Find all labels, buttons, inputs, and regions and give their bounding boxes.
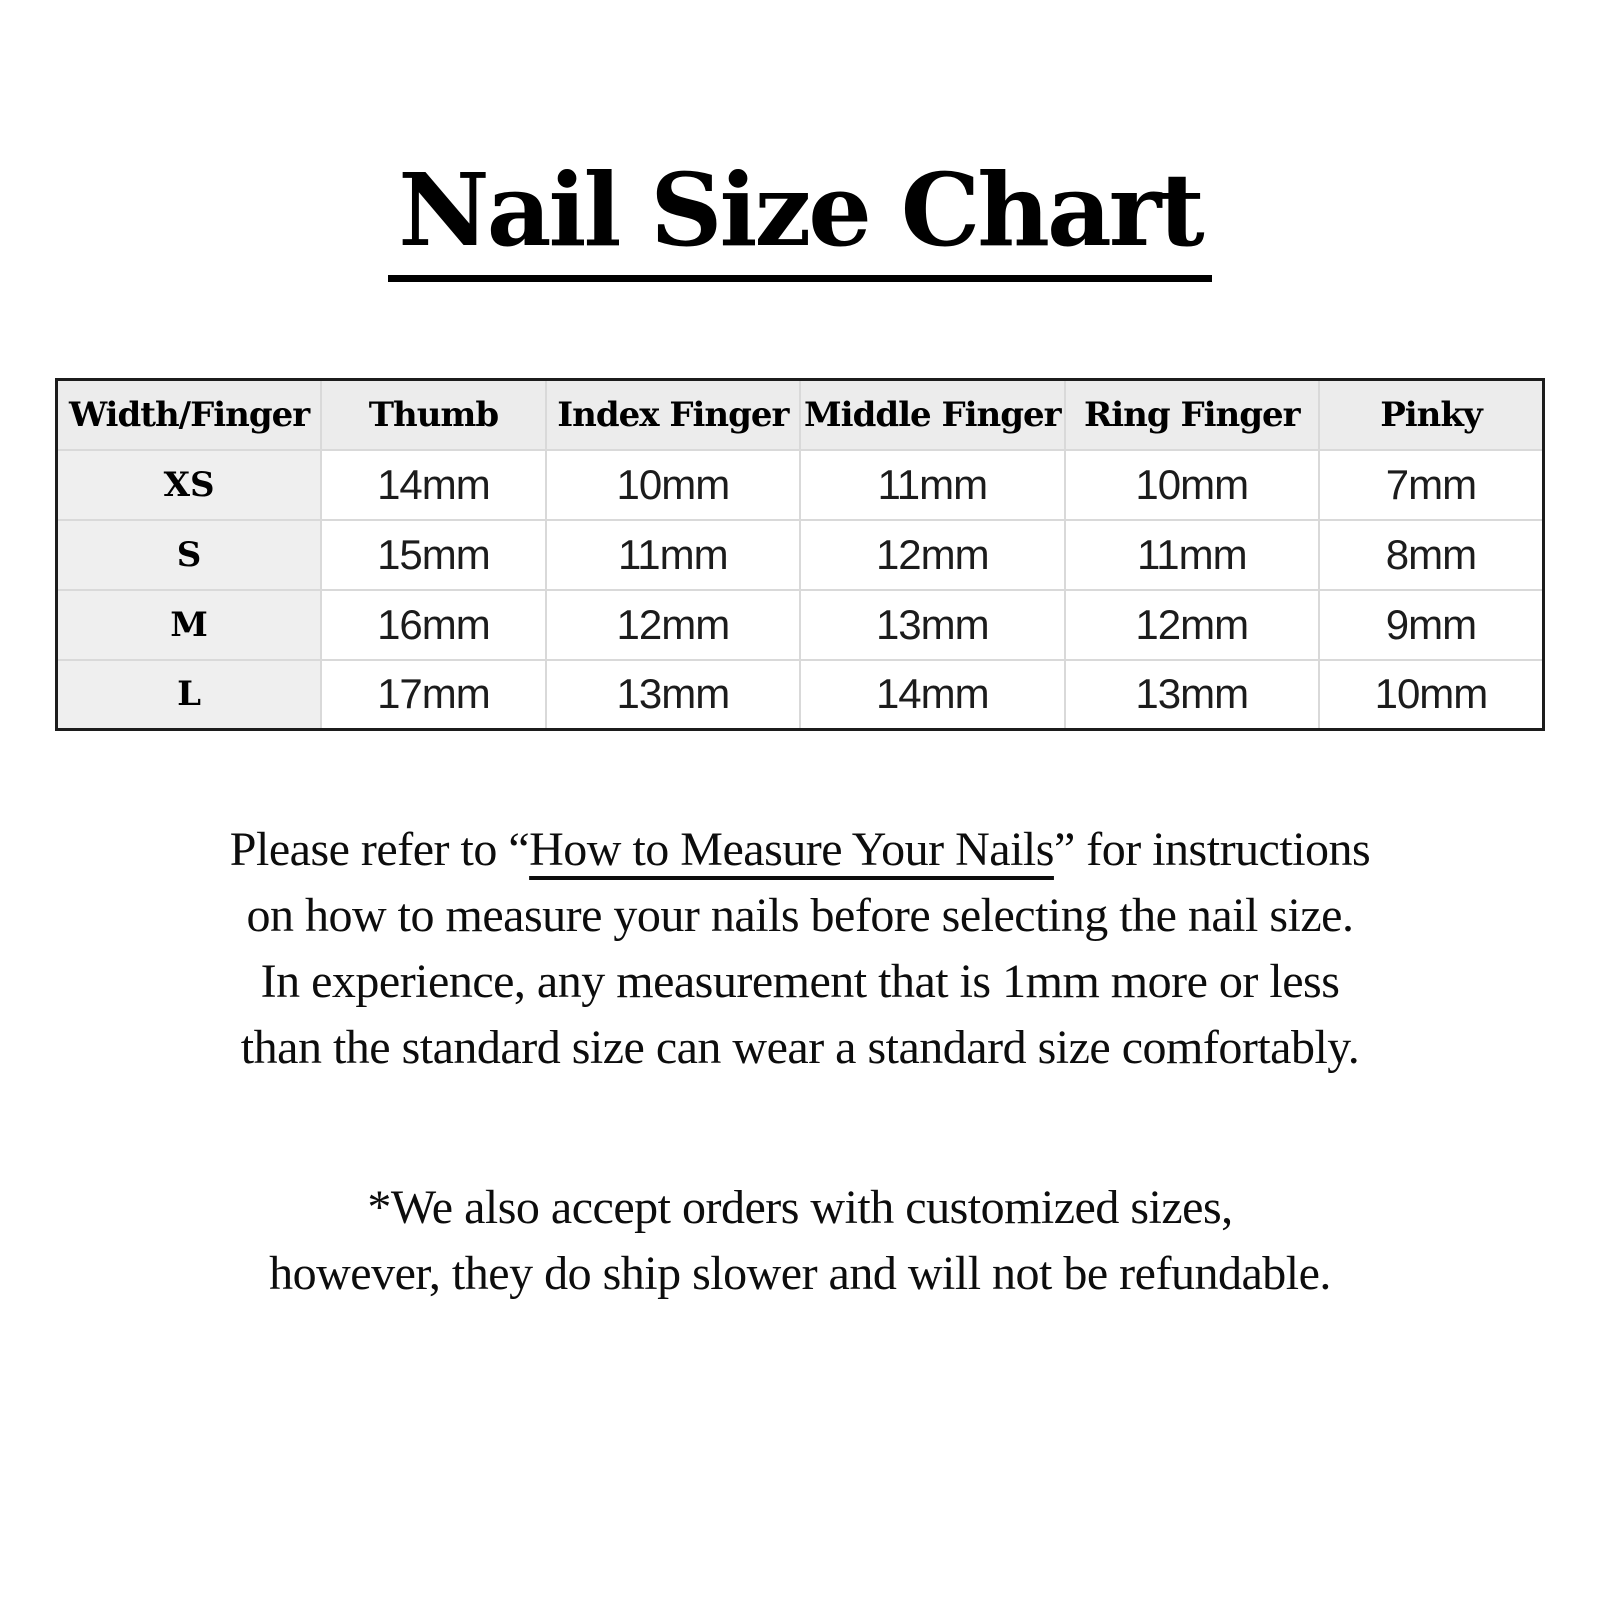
row-label-xs: XS	[57, 450, 322, 520]
size-cell: 9mm	[1319, 590, 1544, 660]
size-cell: 11mm	[800, 450, 1065, 520]
measure-note-line-1	[0, 817, 1600, 883]
size-cell: 13mm	[1065, 660, 1319, 730]
measure-note-line-3: In experience, any measurement that is 1mm more or less	[260, 955, 1340, 1008]
custom-note-line-1: *We also accept orders with customized sizes,	[367, 1181, 1233, 1234]
size-cell: 14mm	[321, 450, 546, 520]
size-cell: 10mm	[546, 450, 800, 520]
size-cell: 17mm	[321, 660, 546, 730]
col-header-pinky: Pinky	[1319, 380, 1544, 450]
col-header-index-finger: Index Finger	[546, 380, 800, 450]
col-header-thumb: Thumb	[321, 380, 546, 450]
size-cell: 16mm	[321, 590, 546, 660]
measure-note-text-post: ” for instructions	[1053, 823, 1371, 876]
table-row-m	[57, 590, 1544, 660]
size-cell: 13mm	[800, 590, 1065, 660]
nail-size-table	[55, 378, 1545, 731]
custom-note-line-2: however, they do ship slower and will not be refundable.	[269, 1247, 1331, 1300]
page-title	[0, 151, 1600, 282]
measure-note-text-pre: Please refer to “	[229, 823, 530, 876]
row-label-s: S	[57, 520, 322, 590]
size-cell: 13mm	[546, 660, 800, 730]
size-cell: 7mm	[1319, 450, 1544, 520]
measure-note-line-2: on how to measure your nails before selecting the nail size.	[246, 889, 1354, 942]
page-title-text: Nail Size Chart	[388, 158, 1211, 282]
col-header-middle-finger: Middle Finger	[800, 380, 1065, 450]
table-row-s	[57, 520, 1544, 590]
size-cell: 12mm	[1065, 590, 1319, 660]
col-header-ring-finger: Ring Finger	[1065, 380, 1319, 450]
size-cell: 10mm	[1319, 660, 1544, 730]
col-header-width-finger: Width/Finger	[57, 380, 322, 450]
measure-note-line-4: than the standard size can wear a standard size comfortably.	[240, 1021, 1360, 1074]
size-cell: 14mm	[800, 660, 1065, 730]
size-cell: 11mm	[546, 520, 800, 590]
size-cell: 10mm	[1065, 450, 1319, 520]
measure-instructions-note	[0, 817, 1600, 1081]
row-label-m: M	[57, 590, 322, 660]
size-cell: 12mm	[800, 520, 1065, 590]
custom-size-note	[0, 1175, 1600, 1307]
size-cell: 15mm	[321, 520, 546, 590]
row-label-l: L	[57, 660, 322, 730]
table-row-l	[57, 660, 1544, 730]
size-cell: 8mm	[1319, 520, 1544, 590]
nail-size-chart-page	[0, 151, 1600, 1600]
how-to-measure-link[interactable]: How to Measure Your Nails	[529, 823, 1054, 876]
size-cell: 11mm	[1065, 520, 1319, 590]
table-header-row	[57, 380, 1544, 450]
table-row-xs	[57, 450, 1544, 520]
size-cell: 12mm	[546, 590, 800, 660]
